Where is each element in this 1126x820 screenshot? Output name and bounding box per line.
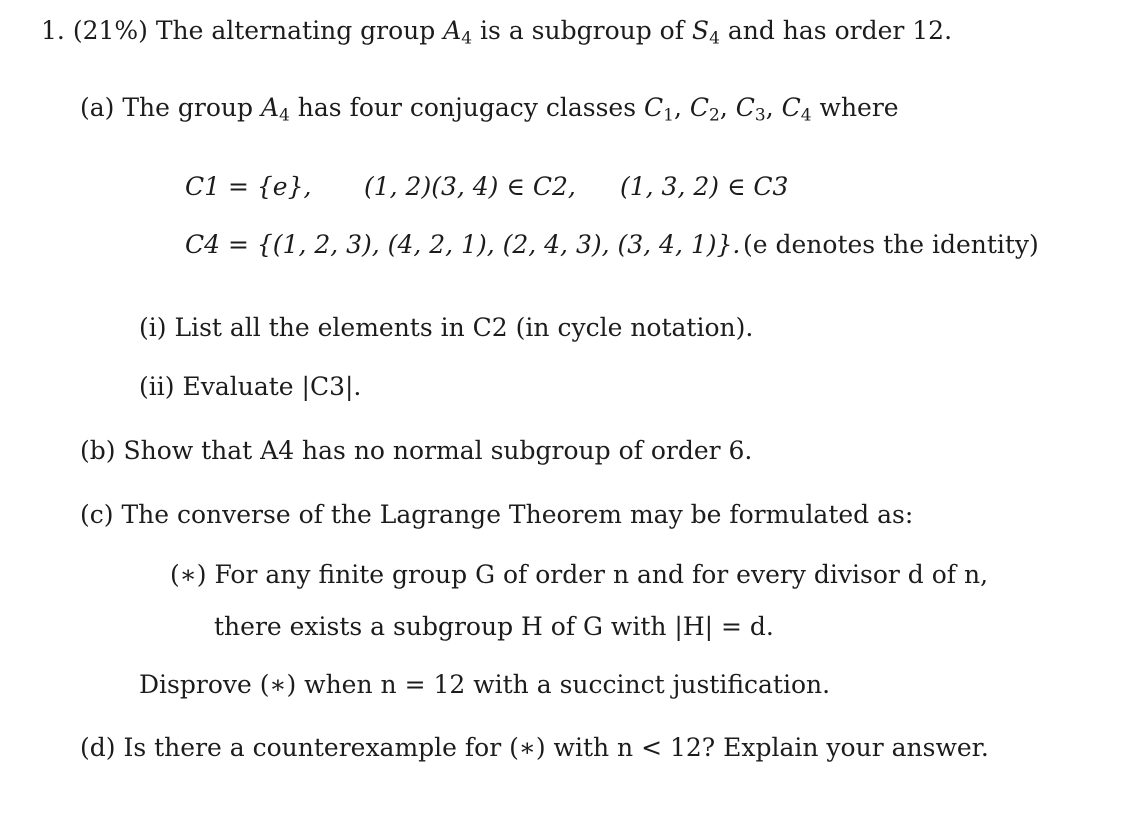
part-c-text: The converse of the Lagrange Theorem may be formulated as: <box>121 500 914 529</box>
disprove-instruction: Disprove (∗) when n = 12 with a succinct justification. <box>139 670 831 699</box>
problem-statement: The alternating group $A_4$ is a subgroup of $S_4$ and has order 12. <box>155 16 953 49</box>
star-statement-line-1 <box>170 560 988 590</box>
problem-heading <box>41 16 953 49</box>
part-a-intro <box>80 93 899 126</box>
star-text-1: For any finite group G of order n and for every divisor d of n, <box>214 560 989 589</box>
sub-question-i <box>139 313 753 343</box>
class-c4: C4 = {(1, 2, 3), (4, 2, 1), (2, 4, 3), (3, 4, 1)}. <box>185 230 741 259</box>
class-c3-member: (1, 3, 2) ∈ C3 <box>620 172 789 201</box>
class-c2-member: (1, 2)(3, 4) ∈ C2, <box>364 172 576 201</box>
part-c-label: (c) <box>80 500 114 529</box>
sub-ii-text: Evaluate |C3|. <box>182 372 362 401</box>
sub-i-label: (i) <box>139 313 167 342</box>
sub-i-text: List all the elements in C2 (in cycle notation). <box>174 313 754 342</box>
part-d <box>80 733 989 763</box>
part-d-text: Is there a counterexample for (∗) with n < 12? Explain your answer. <box>123 733 989 762</box>
part-b-label: (b) <box>80 436 116 465</box>
sub-question-ii <box>139 372 361 402</box>
problem-weight: (21%) <box>72 16 148 45</box>
part-d-label: (d) <box>80 733 116 762</box>
class-c1: C1 = {e}, <box>185 172 312 201</box>
part-a-label: (a) <box>80 93 115 122</box>
sub-ii-label: (ii) <box>139 372 175 401</box>
part-c <box>80 500 913 530</box>
problem-number: 1. <box>41 16 65 45</box>
star-label: (∗) <box>170 560 207 589</box>
part-a-text: The group $A_4$ has four conjugacy classes $C_1$, $C_2$, $C_3$, $C_4$ where <box>122 93 899 126</box>
identity-note: (e denotes the identity) <box>743 230 1039 259</box>
part-b <box>80 436 752 466</box>
star-statement-line-2: there exists a subgroup H of G with |H| = d. <box>214 612 774 641</box>
part-b-text: Show that A4 has no normal subgroup of order 6. <box>123 436 753 465</box>
